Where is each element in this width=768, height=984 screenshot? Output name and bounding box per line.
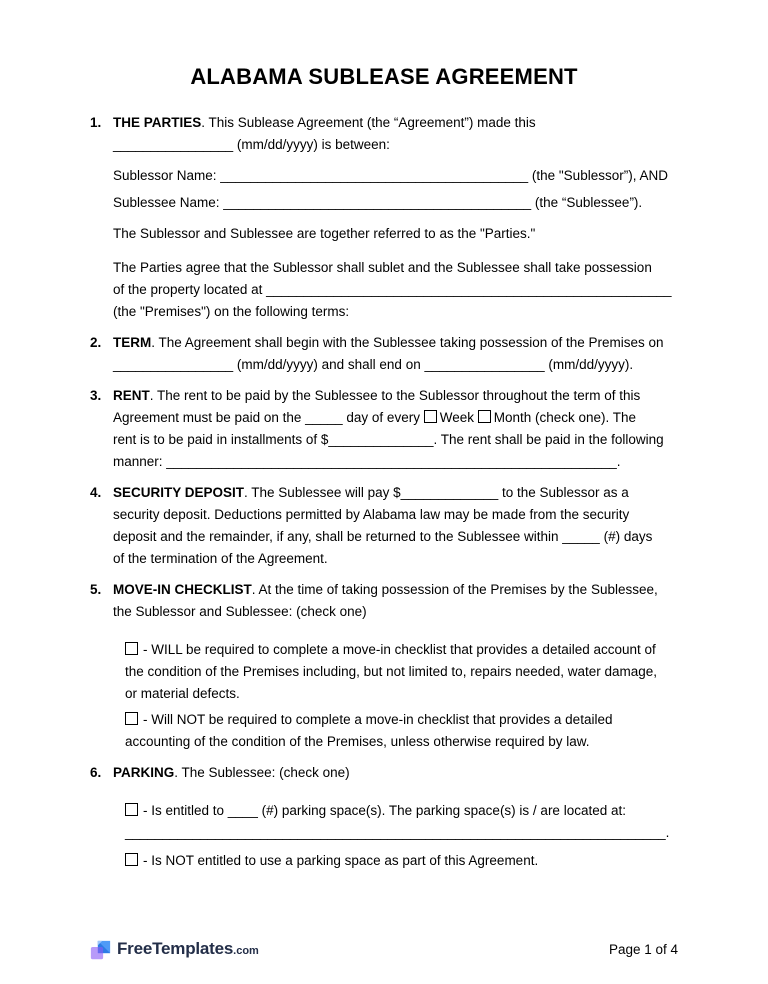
week-checkbox[interactable] bbox=[424, 410, 437, 423]
section-text: . The rent to be paid by the Sublessee to the Sublessor throughout the term of this bbox=[149, 388, 641, 403]
checklist-will-option bbox=[125, 639, 678, 705]
parties-together-text: The Sublessor and Sublessee are together referred to as the "Parties." bbox=[113, 226, 536, 241]
section-number: 1. bbox=[90, 115, 102, 130]
section-number: 6. bbox=[90, 765, 102, 780]
parking-location-field[interactable]: ________________________________________________________________________. bbox=[125, 825, 670, 840]
checklist-will-not-option bbox=[125, 709, 678, 753]
parking-entitled-checkbox[interactable] bbox=[125, 803, 138, 816]
section-rent bbox=[90, 385, 678, 473]
page-footer bbox=[90, 938, 678, 962]
option-text: - Will NOT be required to complete a move-in checklist that provides a detailed bbox=[143, 712, 613, 727]
deposit-amount-field[interactable]: . The Sublessee will pay $_____________ to the Sublessor as a bbox=[244, 485, 629, 500]
agree-text: (the "Premises") on the following terms: bbox=[113, 304, 350, 319]
month-checkbox[interactable] bbox=[478, 410, 491, 423]
parking-not-entitled-checkbox[interactable] bbox=[125, 853, 138, 866]
section-number: 4. bbox=[90, 485, 102, 500]
section-heading: RENT bbox=[113, 388, 150, 403]
page-number: Page 1 of 4 bbox=[608, 942, 678, 957]
section-number: 3. bbox=[90, 388, 102, 403]
sublessee-name-field[interactable]: Sublessee Name: _________________________________________ (the “Sublessee”). bbox=[113, 195, 643, 210]
section-text: . At the time of taking possession of the Premises by the Sublessee, bbox=[251, 582, 658, 597]
payment-manner-field[interactable]: manner: ____________________________________________________________. bbox=[113, 454, 621, 469]
section-text: . This Sublease Agreement (the “Agreement”) made this bbox=[201, 115, 536, 130]
section-heading: MOVE-IN CHECKLIST bbox=[113, 582, 252, 597]
section-text: . The Agreement shall begin with the Sublessee taking possession of the Premises on bbox=[151, 335, 664, 350]
parking-not-entitled-option bbox=[125, 850, 678, 872]
section-term bbox=[90, 332, 678, 376]
section-text: of the termination of the Agreement. bbox=[113, 551, 328, 566]
document-title: ALABAMA SUBLEASE AGREEMENT bbox=[190, 64, 578, 89]
option-text: - Is entitled to ____ (#) parking space(s). The parking space(s) is / are located at: bbox=[143, 803, 626, 818]
option-text: or material defects. bbox=[125, 686, 240, 701]
term-dates-field[interactable]: ________________ (mm/dd/yyyy) and shall end on ________________ (mm/dd/yyyy). bbox=[113, 357, 634, 372]
section-heading: THE PARTIES bbox=[113, 115, 202, 130]
section-text: security deposit. Deductions permitted by Alabama law may be made from the security bbox=[113, 507, 630, 522]
return-days-field[interactable]: deposit and the remainder, if any, shall be returned to the Sublessee within _____ (#) days bbox=[113, 529, 653, 544]
sublessor-name-field[interactable]: Sublessor Name: _________________________________________ (the "Sublessor”), AND bbox=[113, 168, 668, 183]
section-text: the Sublessor and Sublessee: (check one) bbox=[113, 604, 367, 619]
section-heading: SECURITY DEPOSIT bbox=[113, 485, 245, 500]
section-move-in-checklist bbox=[90, 579, 678, 753]
document-body bbox=[90, 112, 678, 881]
section-heading: TERM bbox=[113, 335, 152, 350]
freetemplates-logo bbox=[90, 938, 259, 962]
section-number: 5. bbox=[90, 582, 102, 597]
will-checkbox[interactable] bbox=[125, 642, 138, 655]
section-security-deposit bbox=[90, 482, 678, 570]
option-text: - WILL be required to complete a move-in checklist that provides a detailed account of bbox=[143, 642, 656, 657]
week-label: Week bbox=[439, 410, 478, 425]
section-the-parties bbox=[90, 112, 678, 323]
section-text: . The Sublessee: (check one) bbox=[174, 765, 350, 780]
date-blank-line[interactable]: ________________ (mm/dd/yyyy) is between: bbox=[113, 137, 390, 152]
month-label: Month (check one). The bbox=[493, 410, 637, 425]
option-text: the condition of the Premises including, but not limited to, repairs needed, water damage, bbox=[125, 664, 658, 679]
brand-suffix: .com bbox=[233, 945, 259, 957]
section-number: 2. bbox=[90, 335, 102, 350]
section-text: Agreement must be paid on the _____ day of every bbox=[113, 410, 424, 425]
will-not-checkbox[interactable] bbox=[125, 712, 138, 725]
parking-entitled-option bbox=[125, 800, 678, 844]
option-text: - Is NOT entitled to use a parking space as part of this Agreement. bbox=[143, 853, 539, 868]
section-heading: PARKING bbox=[113, 765, 175, 780]
option-text: accounting of the condition of the Premises, unless otherwise required by law. bbox=[125, 734, 590, 749]
installment-amount-field[interactable]: rent is to be paid in installments of $______________. The rent shall be paid in the following bbox=[113, 432, 664, 447]
brand-name: FreeTemplates bbox=[117, 939, 234, 958]
section-parking bbox=[90, 762, 678, 872]
agree-text: The Parties agree that the Sublessor shall sublet and the Sublessee shall take possession bbox=[113, 260, 652, 275]
freetemplates-logo-icon bbox=[90, 940, 111, 961]
property-address-field[interactable]: of the property located at ______________________________________________________ bbox=[113, 282, 672, 297]
